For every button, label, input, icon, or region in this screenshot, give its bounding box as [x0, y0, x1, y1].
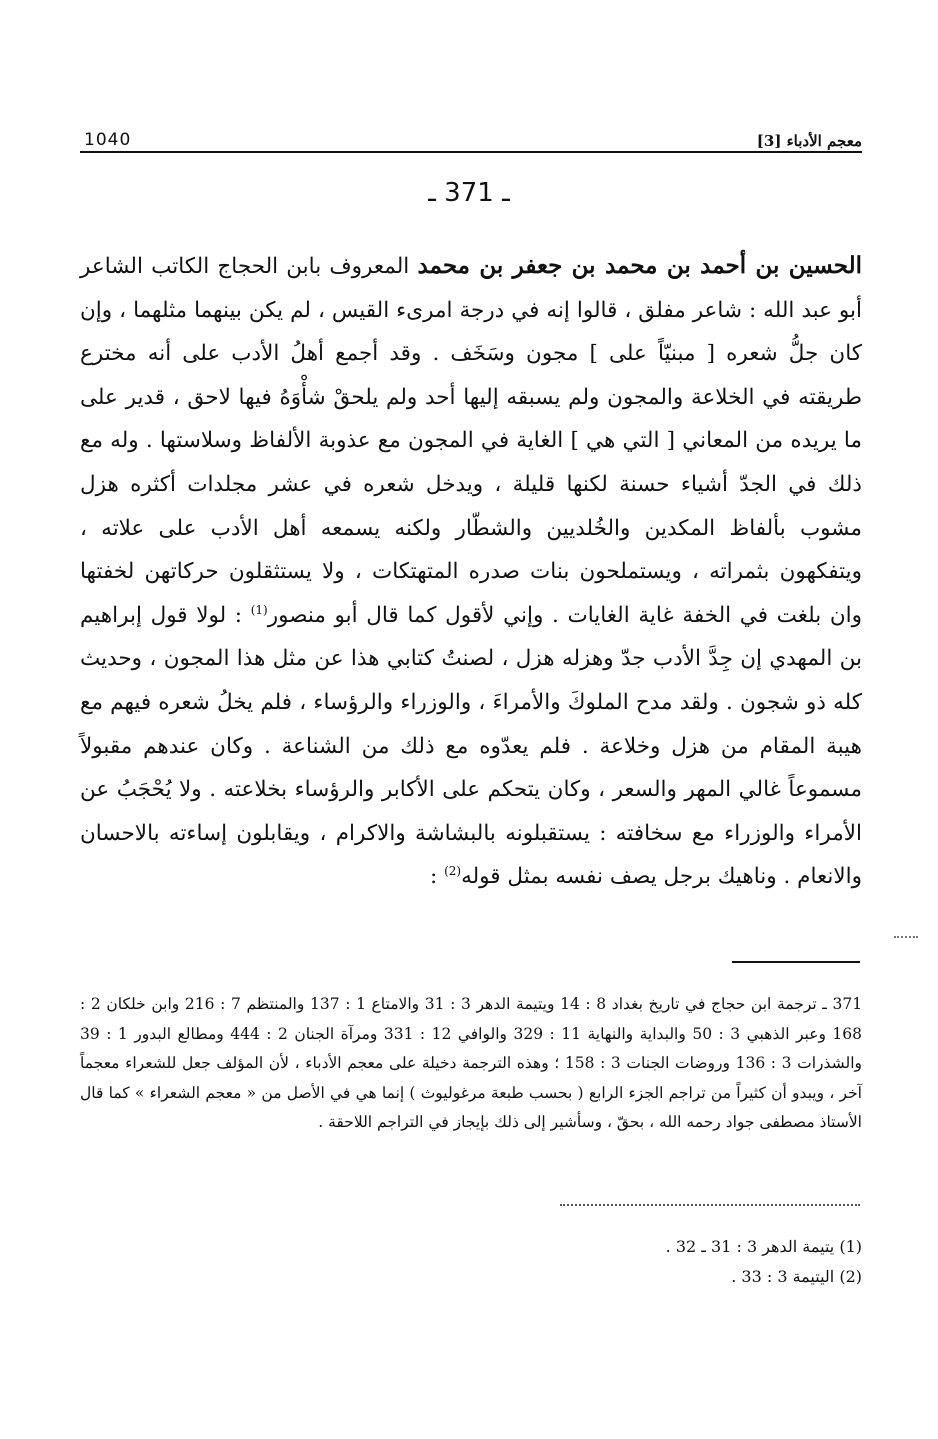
- body-text-middle: : لولا قول إبراهيم بن المهدي إن جِدَّ الأدب جدّ وهزله هزل ، لصنتُ كتابي هذا عن مثل هذا المجون ، وحديث كله ذو شجون . ولقد مدح الملوكَ والأمراءَ ، والوزراء والرؤساء ، فلم يخلُ شعره فيهم مع هيبة المقام من هزل وخلاعة . فلم يعدّوه مع ذلك من الشناعة . وكان عندهم مقبولاً مسموعاً غالي المهر والسعر ، وكان يتحكم على الأكابر والرؤساء بخلاعته . ولا يُحْجَبُ عن الأمراء والوزراء مع سخافته : يستقبلونه بالبشاشة والاكرام ، ويقابلون إساءته بالاحسان والانعام . وناهيك برجل يصف نفسه بمثل قوله: [80, 602, 863, 890]
- header-rule: [80, 151, 862, 153]
- margin-mark: [894, 936, 918, 938]
- notes-separator: [732, 961, 860, 963]
- entry-headline: الحسين بن أحمد بن محمد بن جعفر بن محمد: [417, 252, 862, 279]
- footnote-ref-1[interactable]: (1): [250, 602, 268, 617]
- footnote-1: (1) يتيمة الدهر 3 : 31 ـ 32 .: [665, 1237, 862, 1256]
- body-text-start: المعروف بابن الحجاج الكاتب الشاعر أبو عبد الله : شاعر مفلق ، قالوا إنه في درجة امرىء القيس ، لم يكن بينهما مثلهما ، وإن كان جلُّ شعره [ مبنيّاً على ] مجون وسَخَف . وقد أجمع أهلُ الأدب على أنه مخترع طريقته في الخلاعة والمجون ولم يسبقه إليها أحد ولم يلحقْ شأْوَهُ فيها لاحق ، قدير على ما يريده من المعاني [ التي هي ] الغاية في المجون مع عذوبة الألفاظ وسلاستها . وله مع ذلك في الجدّ أشياء حسنة لكنها قليلة ، ويدخل شعره في عشر مجلدات أكثره هزل مشوب بألفاظ المكدين والخُلديين والشطّار ولكنه يسمعه أهل الأدب على علاته ، ويتفكهون بثمراته ، ويستملحون بنات صدره المتهتكات ، ولا يستثقلون حركاتهن لخفتها وان بلغت في الخفة غاية الغايات . وإني لأقول كما قال أبو منصور: [80, 254, 862, 628]
- translation-note: 371 ـ ترجمة ابن حجاج في تاريخ بغداد 8 : 14 ويتيمة الدهر 3 : 31 والامتاع 1 : 137 والمنتظم 7 : 216 وابن خلكان 2 : 168 وعبر الذهبي 3 : 50 والبداية والنهاية 11 : 329 والوافي 12 : 331 ومرآة الجنان 2 : 444 ومطالع البدور 1 : 39 والشذرات 3 : 136 وروضات الجنات 3 : 158 ؛ وهذه الترجمة دخيلة على معجم الأدباء ، لأن المؤلف جعل للشعراء معجماً آخر ، ويبدو أن كثيراً من تراجم الجزء الرابع ( بحسب طبعة مرغوليوث ) إنما هي في الأصل من « معجم الشعراء » كما قال الأستاذ مصطفى جواد رحمه الله ، بحقّ ، وسأشير إلى ذلك بإيجاز في التراجم اللاحقة .: [80, 995, 863, 1132]
- footnote-ref-2[interactable]: (2): [444, 864, 462, 879]
- entry-number: ـ 371 ـ: [428, 178, 510, 208]
- footnotes: [80, 1232, 862, 1292]
- page-number: 1040: [84, 130, 132, 150]
- footnote-2: (2) اليتيمة 3 : 33 .: [731, 1267, 862, 1286]
- footnotes-separator: [560, 1204, 860, 1206]
- page-header: [84, 118, 862, 150]
- running-head: معجم الأدباء [3]: [756, 132, 862, 150]
- body-text-end: :: [430, 864, 445, 890]
- entry-body: [80, 244, 862, 899]
